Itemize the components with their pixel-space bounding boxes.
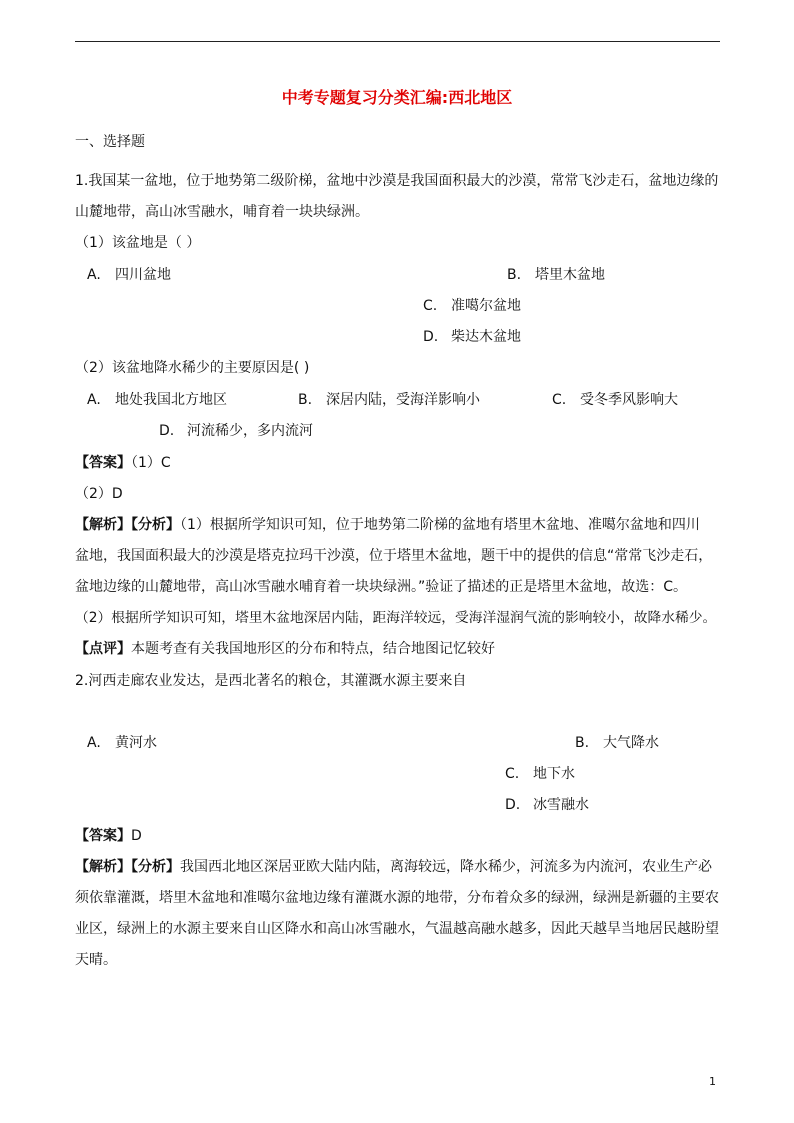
page-title: 中考专题复习分类汇编:西北地区 [281,88,513,107]
q1-analysis-line4: （2）根据所学知识可知，塔里木盆地深居内陆，距海洋较远，受海洋湿润气流的影响较小，故降水稀少。 [75,610,717,626]
q1-sub1-option-b-letter: B. [507,267,522,283]
q1-analysis-line2: 盆地，我国面积最大的沙漠是塔克拉玛干沙漠，位于塔里木盆地，题干中的提供的信息“常常飞沙走石， [75,548,713,564]
q1-sub2-option-a-text: 地处我国北方地区 [115,392,227,408]
q1-analysis-text1: （1）根据所学知识可知，位于地势第二阶梯的盆地有塔里木盆地、准噶尔盆地和四川 [180,517,700,533]
q1-answer [75,453,171,473]
q1-analysis-line1 [75,515,700,535]
q1-sub2-option-d-letter: D. [159,423,175,439]
header-rule [75,41,720,42]
q1-sub1: （1）该盆地是（ ） [75,235,201,251]
q2-analysis-line2: 须依靠灌溉，塔里木盆地和准噶尔盆地边缘有灌溉水源的地带，分布着众多的绿洲，绿洲是新疆的主要农 [75,890,719,906]
q1-review [75,639,495,659]
q1-sub1-option-d-letter: D. [423,329,439,345]
q1-sub1-option-a-text: 四川盆地 [115,267,171,283]
q1-sub2-option-a-letter: A. [87,392,101,408]
q2-option-d-text: 冰雪融水 [533,797,589,813]
q2-option-d-letter: D. [505,797,521,813]
q2-analysis-line1 [75,857,712,877]
q1-review-text: 本题考查有关我国地形区的分布和特点，结合地图记忆较好 [131,641,495,657]
q2-option-c-text: 地下水 [533,766,575,782]
q1-sub2-option-d-text: 河流稀少，多内流河 [187,423,313,439]
q1-sub2-option-c-letter: C. [552,392,567,408]
q2-analysis-line4: 天晴。 [75,952,117,968]
q2-answer-label: 【答案】 [75,828,131,844]
section-heading: 一、选择题 [75,134,145,150]
q2-option-a-text: 黄河水 [115,735,157,751]
q1-answer-label: 【答案】 [75,455,131,471]
q1-answer1: （1）C [131,455,171,471]
q1-stem-line2: 山麓地带，高山冰雪融水，哺育着一块块绿洲。 [75,204,369,220]
q2-analysis-line3: 业区，绿洲上的水源主要来自山区降水和高山冰雪融水，气温越高融水越多，因此天越旱当地居民越盼望 [75,921,719,937]
q1-review-label: 【点评】 [75,641,131,657]
q2-analysis-label: 【解析】【分析】 [75,859,180,875]
page-number: 1 [709,1075,716,1088]
q1-sub1-option-a-letter: A. [87,267,101,283]
q2-option-b-letter: B. [575,735,590,751]
q1-answer2: （2）D [75,486,123,502]
q1-sub2-option-c-text: 受冬季风影响大 [580,392,678,408]
q1-sub2-option-b-text: 深居内陆，受海洋影响小 [326,392,480,408]
q2-answer-value: D [131,828,142,844]
q2-analysis-text1: 我国西北地区深居亚欧大陆内陆，离海较远，降水稀少，河流多为内流河，农业生产必 [180,859,712,875]
q1-sub1-option-c-text: 准噶尔盆地 [451,298,521,314]
q1-stem-line1: 1.我国某一盆地，位于地势第二级阶梯，盆地中沙漠是我国面积最大的沙漠，常常飞沙走石，盆地边缘的 [75,173,719,189]
q1-analysis-label: 【解析】【分析】 [75,517,180,533]
q2-option-c-letter: C. [505,766,520,782]
q1-sub2-option-b-letter: B. [298,392,313,408]
q1-analysis-line3: 盆地边缘的山麓地带，高山冰雪融水哺育着一块块绿洲。”验证了描述的正是塔里木盆地，故选：C。 [75,579,688,595]
q2-option-b-text: 大气降水 [603,735,659,751]
q2-stem: 2.河西走廊农业发达，是西北著名的粮仓，其灌溉水源主要来自 [75,673,467,689]
q2-answer [75,826,142,846]
q1-sub2: （2）该盆地降水稀少的主要原因是( ) [75,360,310,376]
q1-sub1-option-b-text: 塔里木盆地 [535,267,605,283]
q1-sub1-option-d-text: 柴达木盆地 [451,329,521,345]
q2-option-a-letter: A. [87,735,101,751]
q1-sub1-option-c-letter: C. [423,298,438,314]
